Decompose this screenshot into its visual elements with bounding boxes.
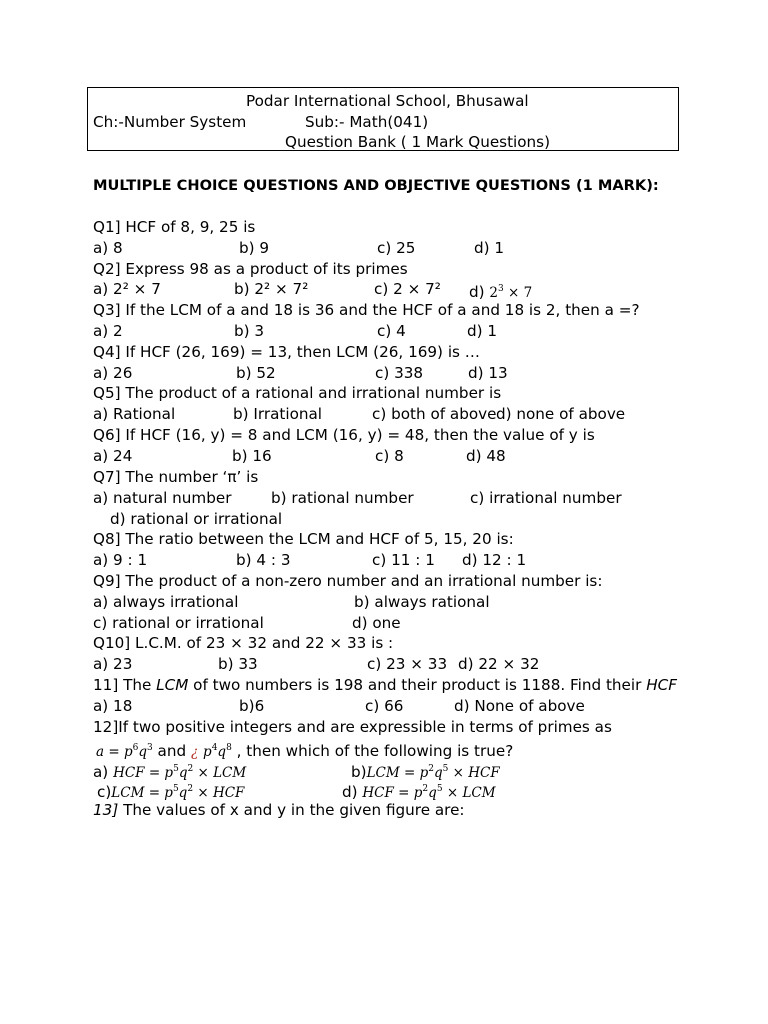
question-4: Q4] If HCF (26, 169) = 13, then LCM (26, 169) is …: [93, 343, 480, 361]
q10-option-c: c) 23 × 33: [367, 655, 448, 673]
question-3: Q3] If the LCM of a and 18 is 36 and the HCF of a and 18 is 2, then a =?: [93, 301, 640, 319]
q4-option-b: b) 52: [236, 364, 276, 382]
q8-option-a: a) 9 : 1: [93, 551, 148, 569]
q5-option-b: b) Irrational: [233, 405, 323, 423]
q7-option-b: b) rational number: [271, 489, 414, 507]
question-11: 11] The LCM of two numbers is 198 and their product is 1188. Find their HCF: [93, 676, 677, 694]
section-title: MULTIPLE CHOICE QUESTIONS AND OBJECTIVE QUESTIONS (1 MARK):: [93, 177, 659, 194]
q8-option-b: b) 4 : 3: [236, 551, 291, 569]
question-1: Q1] HCF of 8, 9, 25 is: [93, 218, 256, 236]
q6-option-d: d) 48: [466, 447, 506, 465]
q12-option-b: $b)LCM = p^2q^5$ × HCF: [351, 763, 500, 781]
q10-option-d: d) 22 × 32: [458, 655, 540, 673]
q12-option-a: a) HCF = $p^5q^2$ × LCM: [93, 763, 247, 781]
question-7: Q7] The number ‘π’ is: [93, 468, 259, 486]
q9-option-a: a) always irrational: [93, 593, 239, 611]
question-5: Q5] The product of a rational and irrational number is: [93, 384, 502, 402]
q2-option-b: b) 2² × 7²: [234, 280, 309, 298]
q4-option-a: a) 26: [93, 364, 133, 382]
q1-option-a: a) 8: [93, 239, 123, 257]
q3-option-c: c) 4: [377, 322, 406, 340]
question-8: Q8] The ratio between the LCM and HCF of 5, 15, 20 is:: [93, 530, 514, 548]
q7-option-a: a) natural number: [93, 489, 232, 507]
question-9: Q9] The product of a non-zero number and an irrational number is:: [93, 572, 603, 590]
q4-option-c: c) 338: [375, 364, 424, 382]
q4-option-d: d) 13: [468, 364, 508, 382]
q11-option-d: d) None of above: [454, 697, 585, 715]
q3-option-b: b) 3: [234, 322, 265, 340]
q12-line-2: $a = p^6q^3$ and ¿ $p^4q^8$ , then which of the following is true?: [96, 742, 514, 760]
school-name: Podar International School, Bhusawal: [246, 92, 529, 110]
question-13: 13] The values of x and y in the given figure are:: [93, 801, 465, 819]
q7-option-c: c) irrational number: [470, 489, 622, 507]
q2-option-d: d) $2^3 \times 7$: [469, 283, 533, 301]
q5-option-c: c) both of above: [372, 405, 497, 423]
question-2: Q2] Express 98 as a product of its primes: [93, 260, 408, 278]
q1-option-b: b) 9: [239, 239, 270, 257]
garbled-glyph: ¿: [190, 744, 199, 760]
q11-option-b: b)6: [239, 697, 265, 715]
q10-option-a: a) 23: [93, 655, 133, 673]
q12-option-c: $c)LCM = p^5q^2$ × HCF: [97, 783, 245, 801]
q6-option-a: a) 24: [93, 447, 133, 465]
q3-option-a: a) 2: [93, 322, 123, 340]
q9-option-d: d) one: [352, 614, 401, 632]
doc-type-label: Question Bank ( 1 Mark Questions): [285, 133, 551, 151]
q11-option-a: a) 18: [93, 697, 133, 715]
subject-label: Sub:- Math(041): [305, 113, 429, 131]
q6-option-c: c) 8: [375, 447, 404, 465]
q8-option-d: d) 12 : 1: [462, 551, 527, 569]
question-6: Q6] If HCF (16, y) = 8 and LCM (16, y) = 48, then the value of y is: [93, 426, 595, 444]
q2-option-a: a) 2² × 7: [93, 280, 161, 298]
q11-option-c: c) 66: [365, 697, 404, 715]
q1-option-c: c) 25: [377, 239, 416, 257]
q8-option-c: c) 11 : 1: [372, 551, 435, 569]
q6-option-b: b) 16: [232, 447, 272, 465]
q2-option-c: c) 2 × 7²: [374, 280, 441, 298]
question-12: 12]If two positive integers and are expressible in terms of primes as: [93, 718, 612, 736]
chapter-label: Ch:-Number System: [93, 113, 247, 131]
q5-option-a: a) Rational: [93, 405, 176, 423]
q7-option-d: d) rational or irrational: [110, 510, 283, 528]
q10-option-b: b) 33: [218, 655, 258, 673]
q5-option-d: d) none of above: [496, 405, 626, 423]
q9-option-b: b) always rational: [354, 593, 490, 611]
formula-b: $p^4q^8$: [203, 743, 232, 760]
question-10: Q10] L.C.M. of 23 × 32 and 22 × 33 is :: [93, 634, 394, 652]
q1-option-d: d) 1: [474, 239, 505, 257]
formula-a-equals: $a = p^6q^3$: [96, 743, 153, 760]
q3-option-d: d) 1: [467, 322, 498, 340]
q9-option-c: c) rational or irrational: [93, 614, 264, 632]
q12-option-d: d) HCF = $p^2q^5$ × LCM: [342, 783, 496, 801]
